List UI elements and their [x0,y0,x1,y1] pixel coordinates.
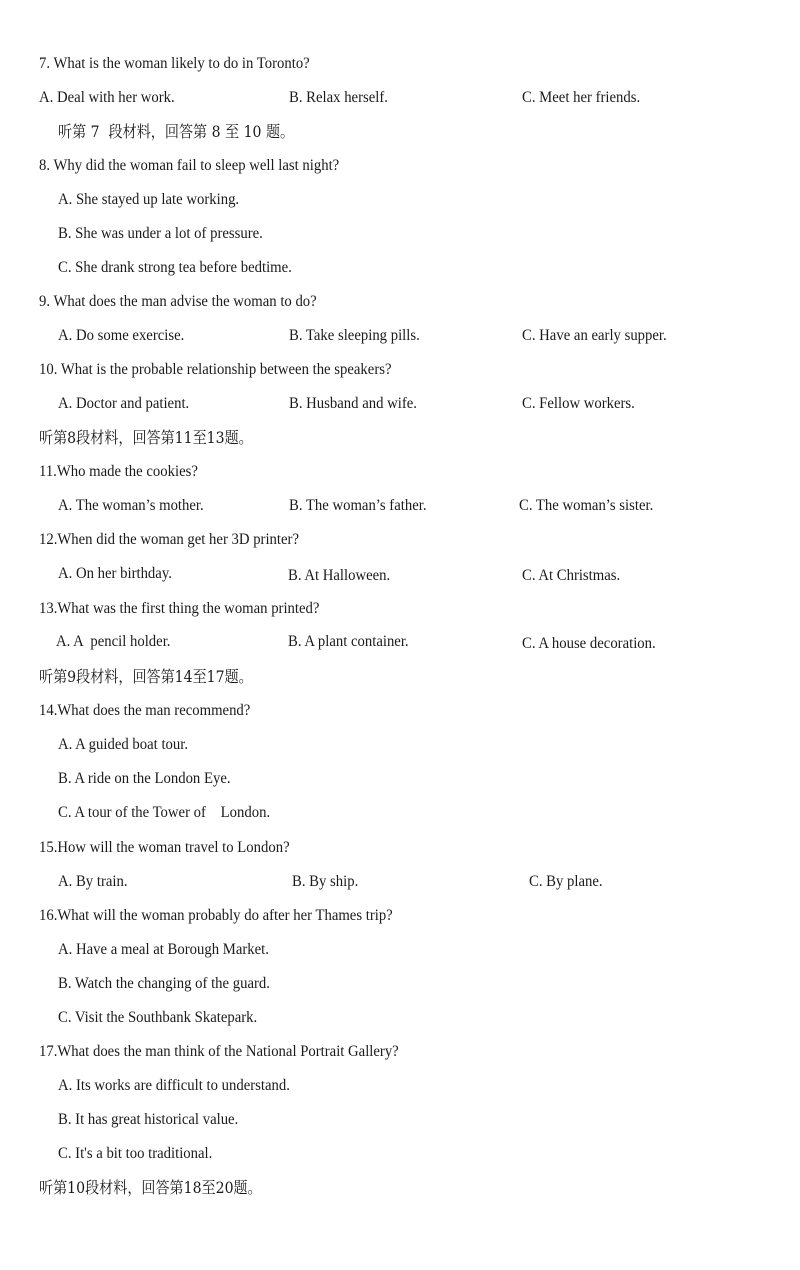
question-12: 12.When did the woman get her 3D printer? [39,531,299,548]
question-9-option-c: C. Have an early supper. [522,327,667,344]
question-9: 9. What does the man advise the woman to do? [39,293,317,310]
section-header-10: 听第10段材料，回答第18至20题。 [39,1178,262,1197]
question-16: 16.What will the woman probably do after her Thames trip? [39,907,393,924]
question-16-option-c: C. Visit the Southbank Skatepark. [58,1009,258,1026]
question-14: 14.What does the man recommend? [39,702,251,719]
question-7-option-c: C. Meet her friends. [522,89,641,106]
question-11-option-c: C. The woman’s sister. [519,497,654,514]
question-15: 15.How will the woman travel to London? [39,839,290,856]
question-7: 7. What is the woman likely to do in Toronto? [39,55,310,72]
question-15-option-b: B. By ship. [292,873,359,890]
section-header-9: 听第9段材料，回答第14至17题。 [39,667,253,686]
question-7-option-a: A. Deal with her work. [39,89,175,106]
question-13: 13.What was the first thing the woman printed? [39,600,320,617]
question-14-option-b: B. A ride on the London Eye. [58,770,231,787]
question-17-option-c: C. It's a bit too traditional. [58,1145,213,1162]
question-7-option-b: B. Relax herself. [289,89,388,106]
question-8-option-c: C. She drank strong tea before bedtime. [58,259,292,276]
question-16-option-a: A. Have a meal at Borough Market. [58,941,269,958]
question-13-option-a: A. A pencil holder. [56,633,171,650]
question-14-option-a: A. A guided boat tour. [58,736,189,753]
question-15-option-a: A. By train. [58,873,128,890]
question-11: 11.Who made the cookies? [39,463,198,480]
question-10-option-c: C. Fellow workers. [522,395,635,412]
question-16-option-b: B. Watch the changing of the guard. [58,975,270,992]
question-9-option-a: A. Do some exercise. [58,327,185,344]
question-15-option-c: C. By plane. [529,873,603,890]
question-10-option-b: B. Husband and wife. [289,395,417,412]
question-11-option-b: B. The woman’s father. [289,497,427,514]
question-9-option-b: B. Take sleeping pills. [289,327,420,344]
question-13-option-b: B. A plant container. [288,633,409,650]
question-8: 8. Why did the woman fail to sleep well last night? [39,157,340,174]
question-8-option-b: B. She was under a lot of pressure. [58,225,263,242]
question-17: 17.What does the man think of the National Portrait Gallery? [39,1043,399,1060]
question-17-option-a: A. Its works are difficult to understand. [58,1077,290,1094]
question-8-option-a: A. She stayed up late working. [58,191,240,208]
question-12-option-b: B. At Halloween. [288,567,391,584]
question-10-option-a: A. Doctor and patient. [58,395,190,412]
question-14-option-c: C. A tour of the Tower of London. [58,804,271,821]
section-header-7: 听第 7 段材料，回答第 8 至 10 题。 [58,122,295,141]
question-12-option-a: A. On her birthday. [58,565,172,582]
section-header-8: 听第8段材料，回答第11至13题。 [39,428,253,447]
question-11-option-a: A. The woman’s mother. [58,497,204,514]
question-10: 10. What is the probable relationship between the speakers? [39,361,392,378]
question-13-option-c: C. A house decoration. [522,635,656,652]
question-12-option-c: C. At Christmas. [522,567,621,584]
question-17-option-b: B. It has great historical value. [58,1111,239,1128]
